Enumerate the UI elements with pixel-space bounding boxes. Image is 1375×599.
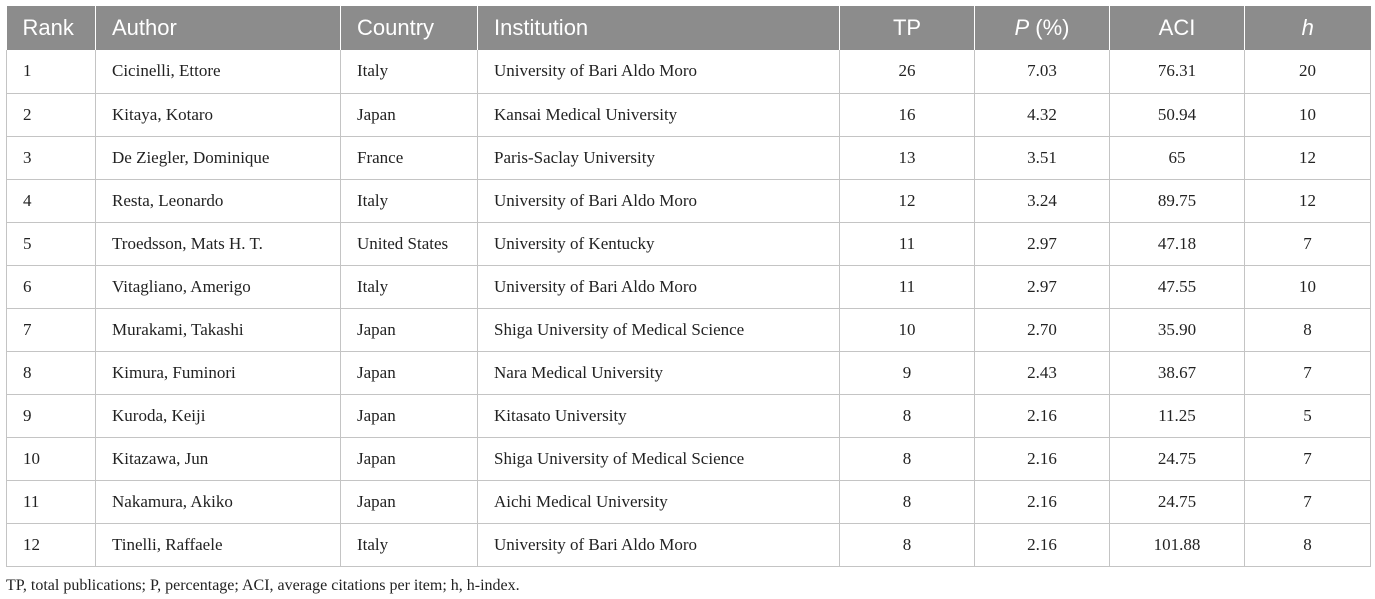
cell-h-index: 10 <box>1245 265 1371 308</box>
cell-aci: 24.75 <box>1110 480 1245 523</box>
header-country: Country <box>341 6 478 50</box>
cell-h-index: 5 <box>1245 394 1371 437</box>
cell-tp: 10 <box>840 308 975 351</box>
cell-institution: University of Bari Aldo Moro <box>478 265 840 308</box>
cell-p-percent: 7.03 <box>975 50 1110 93</box>
cell-country: Japan <box>341 480 478 523</box>
cell-author: Vitagliano, Amerigo <box>96 265 341 308</box>
cell-country: Italy <box>341 179 478 222</box>
cell-rank: 7 <box>7 308 96 351</box>
cell-rank: 3 <box>7 136 96 179</box>
cell-tp: 8 <box>840 394 975 437</box>
cell-country: Japan <box>341 437 478 480</box>
cell-institution: Paris-Saclay University <box>478 136 840 179</box>
table-header-row <box>7 6 1371 50</box>
cell-h-index: 7 <box>1245 351 1371 394</box>
cell-aci: 11.25 <box>1110 394 1245 437</box>
table-row <box>7 136 1371 179</box>
cell-rank: 4 <box>7 179 96 222</box>
cell-rank: 8 <box>7 351 96 394</box>
header-h-index: h <box>1245 6 1371 50</box>
cell-h-index: 12 <box>1245 179 1371 222</box>
table-row <box>7 437 1371 480</box>
cell-aci: 76.31 <box>1110 50 1245 93</box>
cell-p-percent: 2.16 <box>975 394 1110 437</box>
header-p-unit: (%) <box>1029 15 1070 40</box>
cell-country: Italy <box>341 50 478 93</box>
cell-p-percent: 2.16 <box>975 480 1110 523</box>
cell-tp: 16 <box>840 93 975 136</box>
author-table-container <box>6 6 1370 567</box>
table-footnote: TP, total publications; P, percentage; ACI, average citations per item; h, h-index. <box>6 577 520 594</box>
cell-rank: 1 <box>7 50 96 93</box>
cell-h-index: 7 <box>1245 437 1371 480</box>
table-row <box>7 394 1371 437</box>
cell-country: Italy <box>341 523 478 566</box>
cell-h-index: 8 <box>1245 308 1371 351</box>
cell-aci: 65 <box>1110 136 1245 179</box>
cell-h-index: 10 <box>1245 93 1371 136</box>
cell-institution: University of Bari Aldo Moro <box>478 179 840 222</box>
cell-author: Troedsson, Mats H. T. <box>96 222 341 265</box>
cell-country: Japan <box>341 351 478 394</box>
cell-country: United States <box>341 222 478 265</box>
cell-institution: Kitasato University <box>478 394 840 437</box>
table-row <box>7 179 1371 222</box>
cell-country: Italy <box>341 265 478 308</box>
cell-institution: University of Bari Aldo Moro <box>478 523 840 566</box>
cell-p-percent: 2.16 <box>975 523 1110 566</box>
cell-rank: 11 <box>7 480 96 523</box>
cell-author: Tinelli, Raffaele <box>96 523 341 566</box>
cell-aci: 47.55 <box>1110 265 1245 308</box>
cell-h-index: 7 <box>1245 222 1371 265</box>
cell-author: Kitazawa, Jun <box>96 437 341 480</box>
table-row <box>7 265 1371 308</box>
cell-institution: Shiga University of Medical Science <box>478 308 840 351</box>
cell-p-percent: 2.97 <box>975 265 1110 308</box>
cell-rank: 10 <box>7 437 96 480</box>
table-body <box>7 50 1371 566</box>
cell-h-index: 7 <box>1245 480 1371 523</box>
cell-author: Nakamura, Akiko <box>96 480 341 523</box>
cell-country: Japan <box>341 308 478 351</box>
cell-p-percent: 4.32 <box>975 93 1110 136</box>
cell-p-percent: 2.43 <box>975 351 1110 394</box>
cell-author: Kimura, Fuminori <box>96 351 341 394</box>
cell-institution: Aichi Medical University <box>478 480 840 523</box>
cell-rank: 5 <box>7 222 96 265</box>
cell-tp: 8 <box>840 523 975 566</box>
cell-p-percent: 3.51 <box>975 136 1110 179</box>
table-row <box>7 523 1371 566</box>
cell-country: Japan <box>341 93 478 136</box>
cell-p-percent: 3.24 <box>975 179 1110 222</box>
cell-author: Kitaya, Kotaro <box>96 93 341 136</box>
cell-p-percent: 2.70 <box>975 308 1110 351</box>
cell-author: Murakami, Takashi <box>96 308 341 351</box>
header-author: Author <box>96 6 341 50</box>
cell-author: Resta, Leonardo <box>96 179 341 222</box>
cell-institution: University of Kentucky <box>478 222 840 265</box>
cell-tp: 8 <box>840 480 975 523</box>
cell-h-index: 12 <box>1245 136 1371 179</box>
cell-tp: 9 <box>840 351 975 394</box>
table-row <box>7 222 1371 265</box>
cell-tp: 13 <box>840 136 975 179</box>
cell-p-percent: 2.97 <box>975 222 1110 265</box>
cell-institution: Shiga University of Medical Science <box>478 437 840 480</box>
cell-aci: 24.75 <box>1110 437 1245 480</box>
cell-aci: 50.94 <box>1110 93 1245 136</box>
cell-aci: 35.90 <box>1110 308 1245 351</box>
cell-aci: 38.67 <box>1110 351 1245 394</box>
cell-author: De Ziegler, Dominique <box>96 136 341 179</box>
cell-institution: Nara Medical University <box>478 351 840 394</box>
top-authors-table <box>6 6 1371 567</box>
cell-author: Kuroda, Keiji <box>96 394 341 437</box>
table-row <box>7 50 1371 93</box>
cell-rank: 2 <box>7 93 96 136</box>
cell-rank: 6 <box>7 265 96 308</box>
cell-country: Japan <box>341 394 478 437</box>
header-rank: Rank <box>22 15 74 40</box>
header-p-percent <box>975 6 1110 50</box>
cell-country: France <box>341 136 478 179</box>
cell-aci: 101.88 <box>1110 523 1245 566</box>
header-p-letter: P <box>1014 15 1030 40</box>
cell-tp: 12 <box>840 179 975 222</box>
cell-tp: 8 <box>840 437 975 480</box>
table-row <box>7 308 1371 351</box>
cell-rank: 12 <box>7 523 96 566</box>
cell-tp: 11 <box>840 222 975 265</box>
table-row <box>7 93 1371 136</box>
cell-tp: 11 <box>840 265 975 308</box>
header-tp: TP <box>840 6 975 50</box>
table-row <box>7 480 1371 523</box>
cell-aci: 89.75 <box>1110 179 1245 222</box>
table-row <box>7 351 1371 394</box>
cell-institution: University of Bari Aldo Moro <box>478 50 840 93</box>
header-aci: ACI <box>1110 6 1245 50</box>
cell-h-index: 8 <box>1245 523 1371 566</box>
cell-rank: 9 <box>7 394 96 437</box>
cell-aci: 47.18 <box>1110 222 1245 265</box>
cell-p-percent: 2.16 <box>975 437 1110 480</box>
cell-tp: 26 <box>840 50 975 93</box>
cell-h-index: 20 <box>1245 50 1371 93</box>
cell-author: Cicinelli, Ettore <box>96 50 341 93</box>
header-institution: Institution <box>478 6 840 50</box>
cell-institution: Kansai Medical University <box>478 93 840 136</box>
